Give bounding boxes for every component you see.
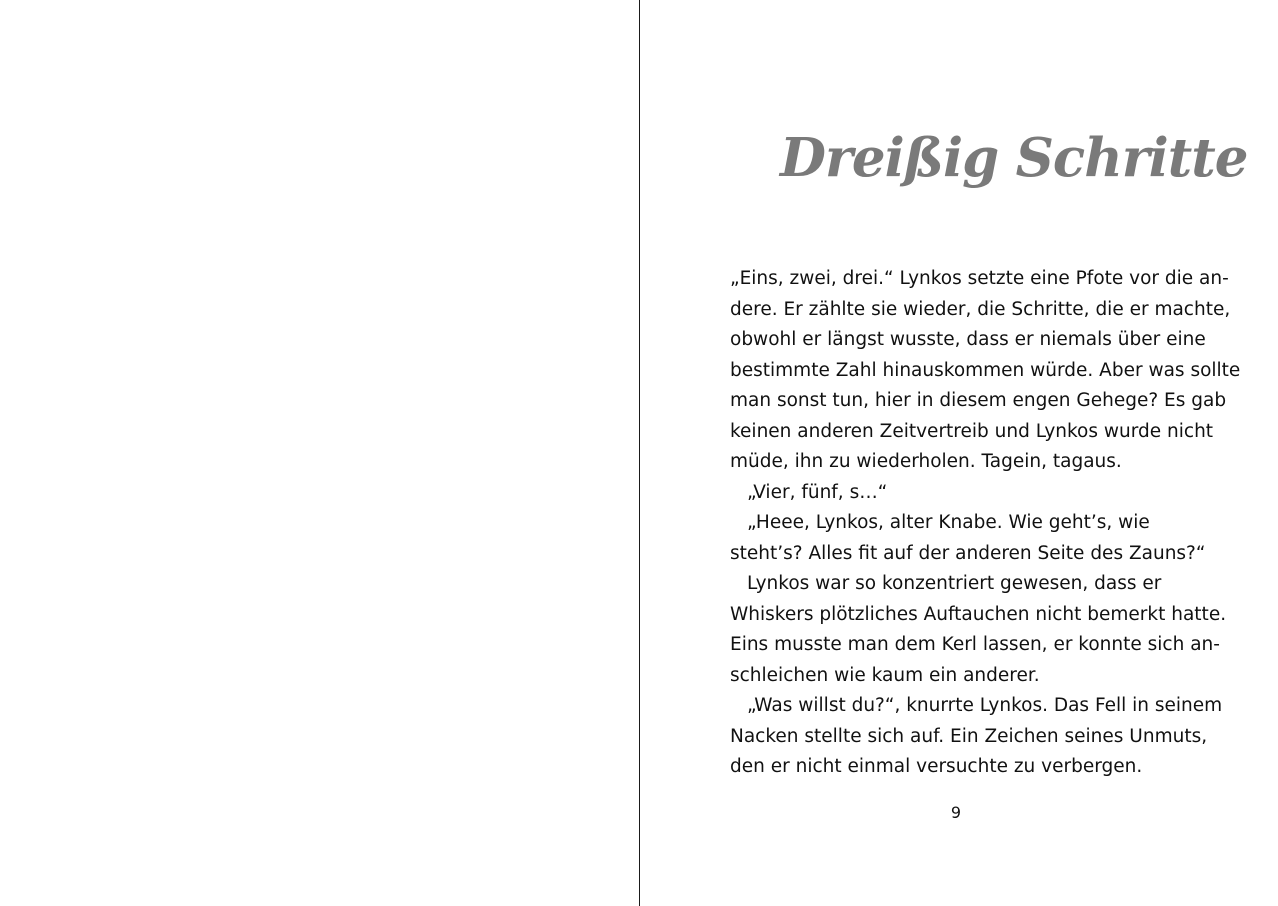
text-line: man sonst tun, hier in diesem engen Gehege? Es gab [730,390,1227,411]
right-page [640,0,1278,906]
text-line: Eins musste man dem Kerl lassen, er konnte sich an- [730,634,1220,655]
text-line: obwohl er längst wusste, dass er niemals über eine [730,329,1206,350]
text-line: Whiskers plötzliches Auftauchen nicht bemerkt hatte. [730,603,1227,625]
chapter-title: Dreißig Schritte [780,127,1248,189]
text-line: bestimmte Zahl hinauskommen würde. Aber was sollte [730,359,1241,381]
page-number: 9 [950,803,962,822]
text-line: keinen anderen Zeitvertreib und Lynkos wurde nicht [730,420,1214,442]
text-line: dere. Er zählte sie wieder, die Schritte, die er machte, [730,298,1231,320]
text-line: „Eins, zwei, drei.“ Lynkos setzte eine Pfote vor die an- [730,268,1229,289]
text-line: Nacken stellte sich auf. Ein Zeichen seines Unmuts, [730,725,1208,747]
body-text [730,264,1241,783]
text-line: schleichen wie kaum ein anderer. [730,664,1040,686]
text-line: „Was willst du?“, knurrte Lynkos. Das Fell in seinem [747,695,1223,716]
text-line: müde, ihn zu wiederholen. Tagein, tagaus. [730,451,1122,472]
text-line: den er nicht einmal versuchte zu verbergen. [730,756,1143,777]
text-line: steht’s? Alles fit auf der anderen Seite des Zauns?“ [730,542,1206,564]
text-line: „Vier, fünf, s…“ [747,481,888,503]
text-line: „Heee, Lynkos, alter Knabe. Wie geht’s, wie [747,512,1150,533]
text-line: Lynkos war so konzentriert gewesen, dass er [747,573,1162,594]
